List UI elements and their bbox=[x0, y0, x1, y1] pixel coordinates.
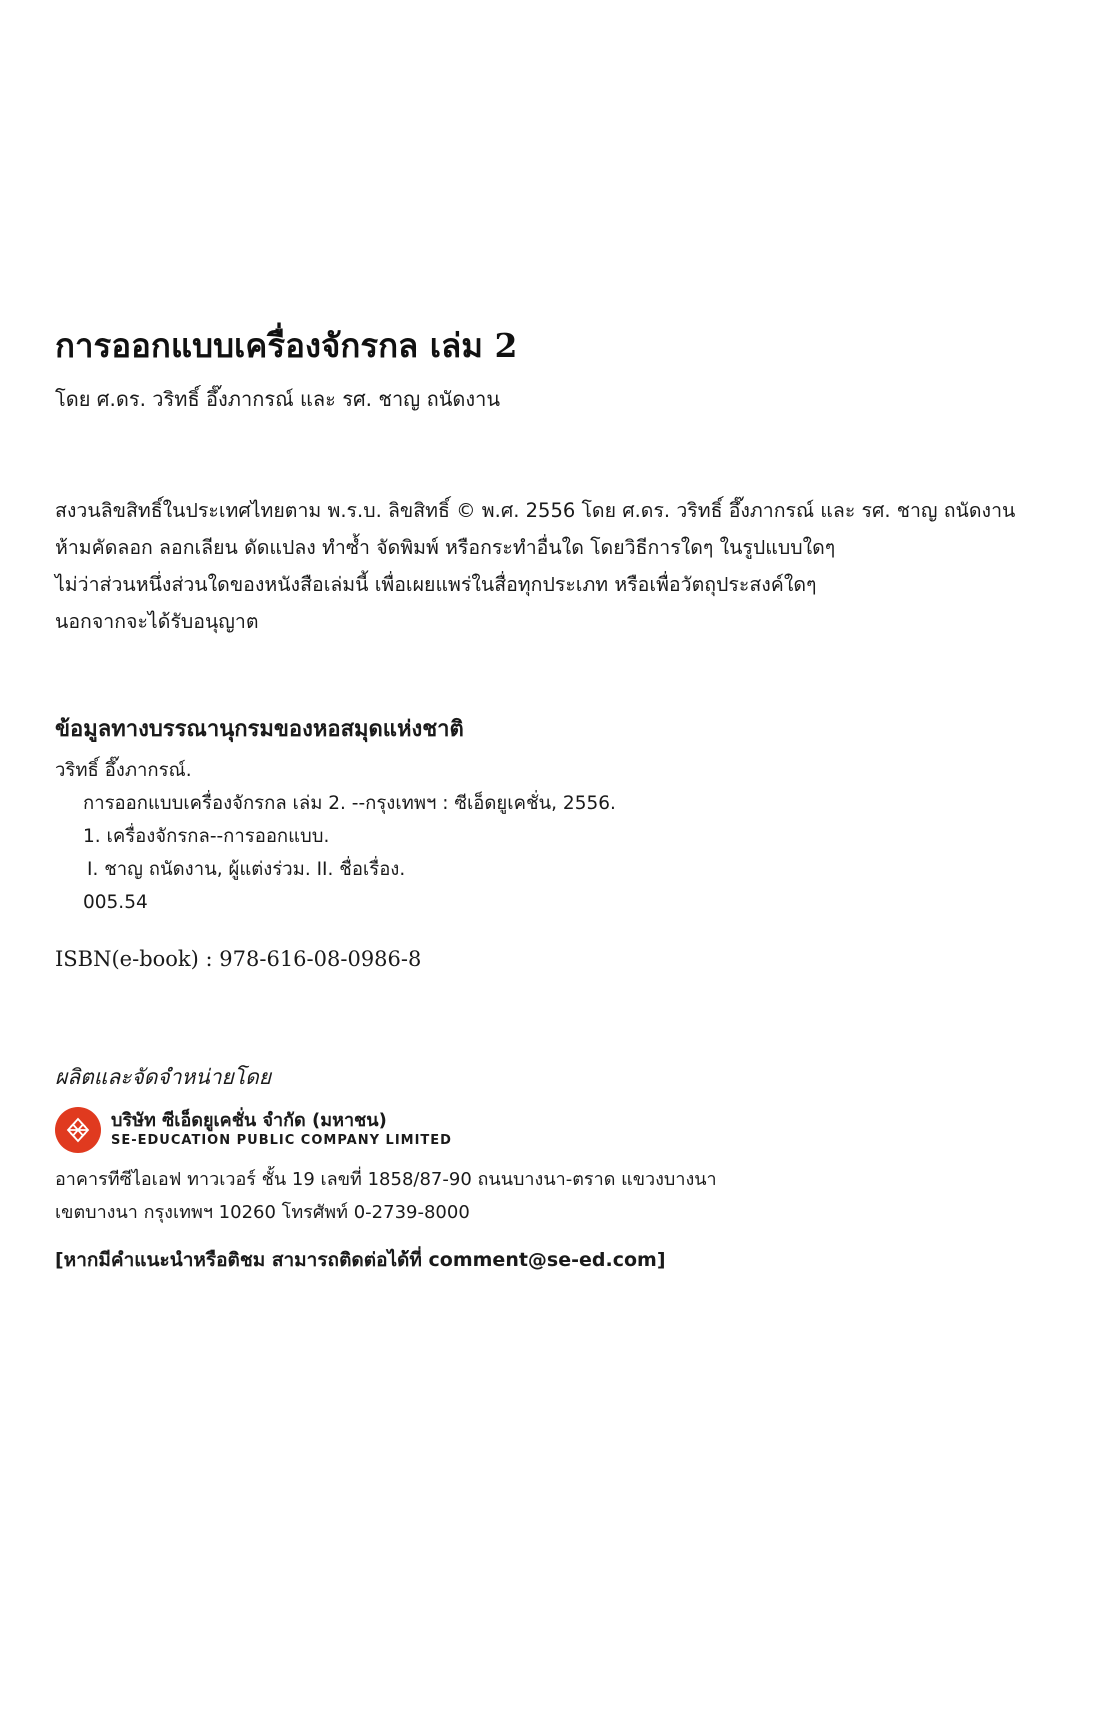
copyright-line: นอกจากจะได้รับอนุญาต bbox=[55, 610, 259, 633]
feedback-contact: [หากมีคำแนะนำหรือติชม สามารถติดต่อได้ที่ comment@se-ed.com] bbox=[55, 1249, 666, 1271]
isbn: ISBN(e-book) : 978-616-08-0986-8 bbox=[55, 947, 422, 971]
book-authors: โดย ศ.ดร. วริทธิ์ อึ๊งภากรณ์ และ รศ. ชาญ ถนัดงาน bbox=[55, 387, 501, 411]
copyright-line: ไม่ว่าส่วนหนึ่งส่วนใดของหนังสือเล่มนี้ เพื่อเผยแพร่ในสื่อทุกประเภท หรือเพื่อวัตถุประสงค์ใดๆ bbox=[55, 573, 817, 596]
cip-heading: ข้อมูลทางบรรณานุกรมของหอสมุดแห่งชาติ bbox=[55, 716, 464, 742]
book-title: การออกแบบเครื่องจักรกล เล่ม 2 bbox=[55, 326, 518, 365]
cip-added-entries: I. ชาญ ถนัดงาน, ผู้แต่งร่วม. II. ชื่อเรื่อง. bbox=[87, 859, 406, 880]
cip-subject: 1. เครื่องจักรกล--การออกแบบ. bbox=[83, 826, 330, 847]
cip-classification: 005.54 bbox=[83, 892, 148, 913]
copyright-notice bbox=[55, 492, 1062, 640]
se-ed-logo-icon bbox=[55, 1107, 101, 1153]
publisher-name-english: SE-EDUCATION PUBLIC COMPANY LIMITED bbox=[111, 1133, 452, 1148]
address-line: เขตบางนา กรุงเทพฯ 10260 โทรศัพท์ 0-2739-8000 bbox=[55, 1202, 470, 1223]
publisher-logo bbox=[55, 1104, 1062, 1156]
publisher-address bbox=[55, 1163, 1062, 1229]
cip-book-line: การออกแบบเครื่องจักรกล เล่ม 2. --กรุงเทพฯ : ซีเอ็ดยูเคชั่น, 2556. bbox=[83, 793, 616, 814]
address-line: อาคารทีซีไอเอฟ ทาวเวอร์ ชั้น 19 เลขที่ 1858/87-90 ถนนบางนา-ตราด แขวงบางนา bbox=[55, 1169, 717, 1190]
copyright-line: สงวนลิขสิทธิ์ในประเทศไทยตาม พ.ร.บ. ลิขสิทธิ์ © พ.ศ. 2556 โดย ศ.ดร. วริทธิ์ อึ๊งภากรณ์ และ รศ. ชาญ ถนัดงาน bbox=[55, 499, 1016, 522]
cip-record bbox=[55, 754, 1062, 919]
copyright-line: ห้ามคัดลอก ลอกเลียน ดัดแปลง ทำซ้ำ จัดพิมพ์ หรือกระทำอื่นใด โดยวิธีการใดๆ ในรูปแบบใดๆ bbox=[55, 536, 836, 559]
cip-author: วริทธิ์ อึ๊งภากรณ์. bbox=[55, 760, 192, 781]
publisher-name-thai: บริษัท ซีเอ็ดยูเคชั่น จำกัด (มหาชน) bbox=[111, 1110, 387, 1131]
distribution-label: ผลิตและจัดจำหน่ายโดย bbox=[55, 1065, 272, 1089]
